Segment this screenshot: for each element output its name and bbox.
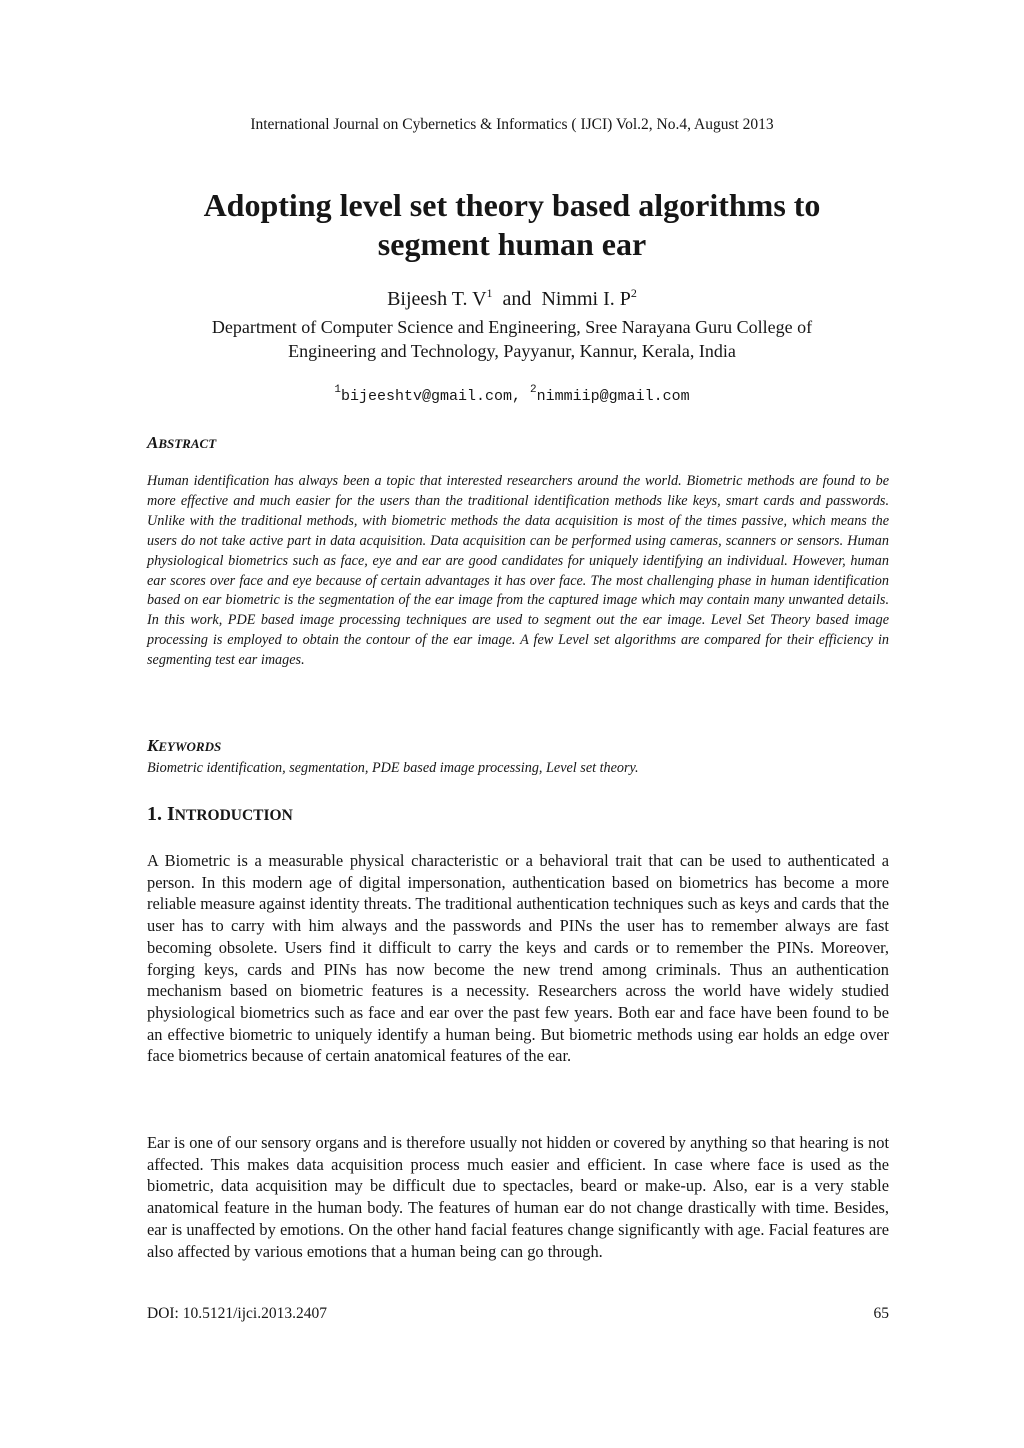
introduction-paragraph-1: A Biometric is a measurable physical characteristic or a behavioral trait that can be used to authenticated a person. In this modern age of digital impersonation, authentication based on biometrics has become a more reliable measure against identity threats. The traditional authentication techniques such as keys and cards that the user has to carry with him always and the passwords and PINs the user has to remember always are fast becoming obsolete. Users find it difficult to carry the keys and cards or to remember the PINs. Moreover, forging keys, cards and PINs has now become the new trend among criminals. Thus an authentication mechanism based on biometric features is a necessity. Researchers across the world have widely studied physiological biometrics such as face and ear over the past few years. Both ear and face have been found to be an effective biometric to uniquely identify a human being. But biometric methods using ear holds an edge over face biometrics because of certain anatomical features of the ear. xyxy=(147,851,889,1066)
affiliation xyxy=(150,315,874,363)
author-2-affiliation-mark: 2 xyxy=(630,286,637,300)
introduction-heading xyxy=(147,803,293,826)
title-line-1: Adopting level set theory based algorithms to xyxy=(203,187,821,223)
paper-title xyxy=(140,186,884,264)
affiliation-line-2: Engineering and Technology, Payyanur, Kannur, Kerala, India xyxy=(288,341,736,361)
page-number: 65 xyxy=(873,1305,889,1322)
keywords-heading xyxy=(147,736,221,756)
author-connector: and xyxy=(502,288,532,310)
email-1[interactable]: bijeeshtv@gmail.com, xyxy=(340,388,521,405)
author-1: Bijeesh T. V xyxy=(387,288,487,310)
author-list xyxy=(0,286,1024,311)
abstract-heading xyxy=(147,433,216,453)
affiliation-line-1: Department of Computer Science and Engineering, Sree Narayana Guru College of xyxy=(211,317,813,337)
title-line-2: segment human ear xyxy=(377,226,647,262)
email-1-mark: 1 xyxy=(334,384,341,396)
introduction-heading-number: 1. I xyxy=(147,803,175,825)
keywords-heading-rest: EYWORDS xyxy=(158,739,222,754)
abstract-heading-initial: A xyxy=(147,433,159,452)
abstract-heading-rest: BSTRACT xyxy=(158,436,217,451)
email-2-mark: 2 xyxy=(530,384,537,396)
keywords-text: Biometric identification, segmentation, PDE based image processing, Level set theory. xyxy=(147,760,639,776)
author-2: Nimmi I. P xyxy=(541,288,631,310)
email-2[interactable]: nimmiip@gmail.com xyxy=(536,388,690,405)
introduction-paragraph-2: Ear is one of our sensory organs and is therefore usually not hidden or covered by anything so that hearing is not affected. This makes data acquisition process much easier and efficient. In case where face is used as the biometric, data acquisition may be difficult due to spectacles, beard or make-up. Also, ear is a very stable anatomical feature in the human body. The features of human ear do not change drastically with time. Besides, ear is unaffected by emotions. On the other hand facial features change significantly with age. Facial features are also affected by various emotions that a human being can go through. xyxy=(147,1133,889,1261)
author-1-affiliation-mark: 1 xyxy=(486,286,493,300)
author-emails xyxy=(0,384,1024,405)
keywords-heading-initial: K xyxy=(147,736,159,755)
footer-doi: DOI: 10.5121/ijci.2013.2407 xyxy=(147,1305,327,1322)
introduction-heading-rest: NTRODUCTION xyxy=(174,807,293,824)
journal-header: International Journal on Cybernetics & Informatics ( IJCI) Vol.2, No.4, August 2013 xyxy=(250,116,774,133)
abstract-text: Human identification has always been a topic that interested researchers around the world. Biometric methods are found to be more effective and much easier for the users than the traditional identification methods like keys, smart cards and passwords. Unlike with the traditional methods, with biometric methods the data acquisition is most of the times passive, which means the users do not take active part in data acquisition. Data acquisition can be performed using cameras, scanners or sensors. Human physiological biometrics such as face, eye and ear are good candidates for uniquely identifying an individual. However, human ear scores over face and eye because of certain advantages it has over face. The most challenging phase in human identification based on ear biometric is the segmentation of the ear image from the captured image which may contain many unwanted details. In this work, PDE based image processing techniques are used to segment out the ear image. Level Set Theory based image processing is employed to obtain the contour of the ear image. A few Level set algorithms are compared for their efficiency in segmenting test ear images. xyxy=(147,473,889,669)
